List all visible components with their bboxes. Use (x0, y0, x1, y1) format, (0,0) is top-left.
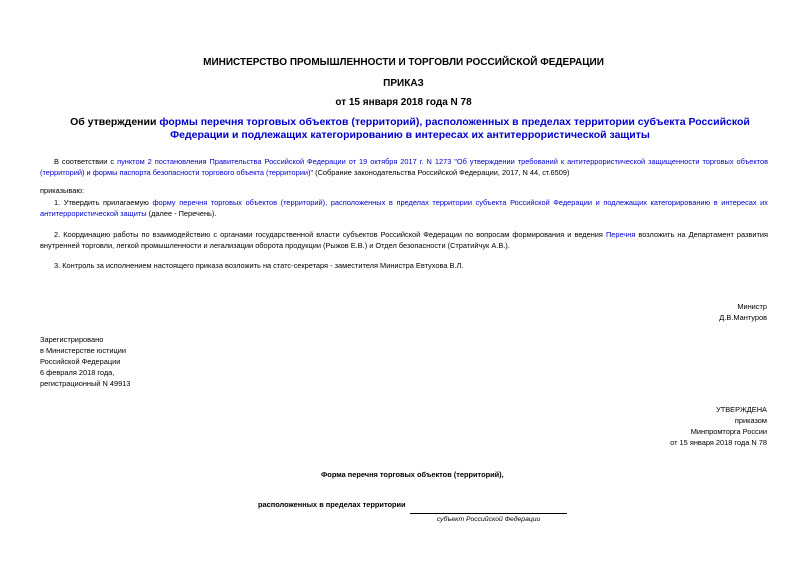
preamble-resolution-link[interactable]: пунктом 2 постановления Правительства Российской Федерации от 19 октября 2017 г. N 1273 "Об утверждении требований к антитеррористической защищенности торговых объектов (территорий) и формы паспорта безопасности торгового объекта (территории)" (40, 157, 769, 177)
item-2-list-link[interactable]: Перечня (605, 230, 636, 239)
preamble-suffix: (Собрание законодательства Российской Федерации, 2017, N 44, ст.6509) (313, 168, 570, 177)
item-2-prefix: 2. Координацию работы по взаимодействию с органами государственной власти субъектов Российской Федерации по вопросам формирования и ведения (54, 230, 606, 239)
doc-type-heading: ПРИКАЗ (383, 78, 424, 89)
approved-line-4: от 15 января 2018 года N 78 (670, 438, 767, 447)
registration-line-1: Зарегистрировано (40, 335, 104, 344)
order-date-number: от 15 января 2018 года N 78 (335, 97, 472, 108)
item-3-paragraph: 3. Контроль за исполнением настоящего приказа возложить на статс-секретаря - заместителя Министра Евтухова В.Л. (54, 261, 464, 270)
item-1-paragraph (40, 197, 768, 219)
registration-line-3: Российской Федерации (40, 357, 121, 366)
registration-line-4: 6 февраля 2018 года, (40, 368, 115, 377)
signature-position: Министр (737, 302, 767, 311)
item-1-prefix: 1. Утвердить прилагаемую (54, 198, 153, 207)
item-2-suffix: возложить на Департамент развития внутренней торговли, легкой промышленности и легализации оборота продукции (Рыжов Е.В.) и Отдел безопасности (Стратийчук А.В.). (40, 230, 768, 250)
ministry-heading: МИНИСТЕРСТВО ПРОМЫШЛЕННОСТИ И ТОРГОВЛИ РОССИЙСКОЙ ФЕДЕРАЦИИ (203, 57, 604, 68)
registration-line-2: в Министерстве юстиции (40, 346, 127, 355)
territory-line-caption: субъект Российской Федерации (436, 516, 541, 523)
title-form-link[interactable]: формы перечня торговых объектов (территорий), расположенных в пределах территории субъекта Российской Федерации и подлежащих категорированию в интересах их антитеррористической защиты (159, 116, 750, 141)
registration-line-5: регистрационный N 49913 (40, 379, 131, 388)
order-title (60, 116, 760, 142)
approved-line-1: УТВЕРЖДЕНА (716, 405, 767, 414)
item-2-paragraph (40, 229, 768, 251)
order-word: приказываю: (40, 186, 84, 195)
signature-name: Д.В.Мантуров (719, 313, 767, 322)
item-1-form-link[interactable]: форму перечня торговых объектов (территорий), расположенных в пределах территории субъекта Российской Федерации и подлежащих категорированию в интересах их антитеррористической защиты (40, 198, 768, 218)
form-territory-label: расположенных в пределах территории (258, 500, 406, 509)
form-heading: Форма перечня торговых объектов (территорий), (321, 470, 504, 479)
preamble-prefix: В соответствии с (54, 157, 118, 166)
territory-blank-line (410, 513, 567, 514)
item-1-suffix: (далее - Перечень). (146, 209, 217, 218)
preamble-paragraph (40, 156, 768, 178)
title-prefix: Об утверждении (70, 116, 160, 128)
approved-line-2: приказом (734, 416, 767, 425)
approved-line-3: Минпромторга России (690, 427, 767, 436)
